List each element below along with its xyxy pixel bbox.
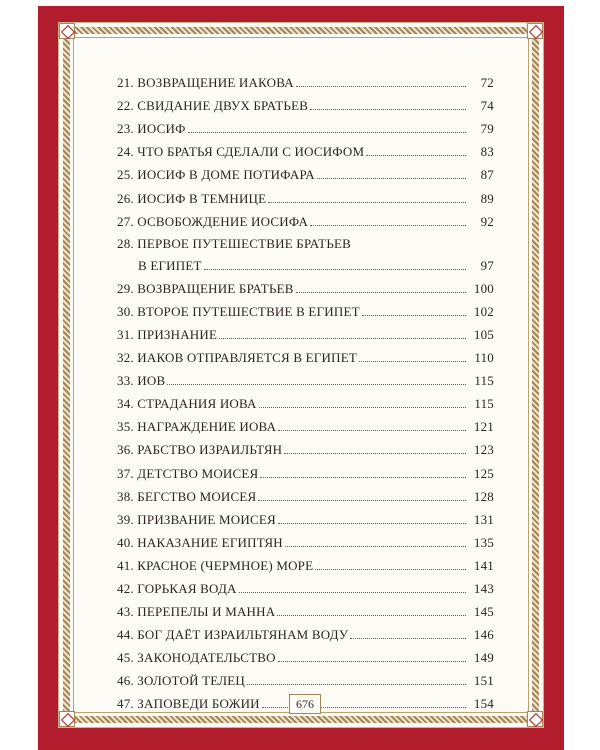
toc-entry-page: 154 [473, 696, 494, 712]
toc-entry-title: 45. ЗАКОНОДАТЕЛЬСТВО [117, 650, 276, 666]
dot-leader [278, 430, 466, 431]
toc-entry[interactable] [117, 574, 494, 597]
toc-entry-title: 46. ЗОЛОТОЙ ТЕЛЕЦ [117, 673, 246, 689]
toc-entry[interactable] [117, 389, 494, 412]
toc-entry-title: 32. ИАКОВ ОТПРАВЛЯЕТСЯ В ЕГИПЕТ [117, 350, 357, 366]
dot-leader [310, 109, 466, 110]
table-of-contents [117, 68, 494, 712]
toc-entry-page: 151 [473, 673, 494, 689]
dot-leader [167, 384, 466, 385]
toc-entry[interactable] [117, 643, 494, 666]
toc-entry-page: 97 [480, 257, 494, 273]
corner-ornament-icon [59, 23, 75, 39]
toc-entry[interactable] [117, 482, 494, 505]
toc-entry-title: 24. ЧТО БРАТЬЯ СДЕЛАЛИ С ИОСИФОМ [117, 144, 365, 160]
toc-entry-page: 143 [473, 580, 494, 596]
corner-ornament-icon [527, 23, 543, 39]
toc-entry-page: 145 [473, 604, 494, 620]
toc-entry[interactable] [117, 320, 494, 343]
toc-entry-title: 34. СТРАДАНИЯ ИОВА [117, 396, 257, 412]
toc-entry[interactable] [117, 114, 494, 137]
toc-entry-page: 87 [480, 167, 494, 183]
dot-leader [259, 407, 466, 408]
toc-entry-page: 115 [474, 373, 494, 389]
toc-entry[interactable] [117, 137, 494, 160]
dot-leader [219, 338, 466, 339]
toc-entry-title: 30. ВТОРОЕ ПУТЕШЕСТВИЕ В ЕГИПЕТ [117, 303, 360, 319]
toc-entry-page: 83 [480, 144, 494, 160]
toc-entry[interactable] [117, 366, 494, 389]
corner-ornament-icon [527, 711, 543, 727]
toc-entry-page: 141 [473, 557, 494, 573]
dot-leader [278, 523, 466, 524]
toc-entry-title: 35. НАГРАЖДЕНИЕ ИОВА [117, 419, 277, 435]
toc-entry[interactable] [117, 68, 494, 91]
toc-entry-page: 131 [473, 511, 494, 527]
dot-leader [366, 155, 466, 156]
toc-entry-title: 29. ВОЗВРАЩЕНИЕ БРАТЬЕВ [117, 280, 294, 296]
toc-entry-page: 123 [473, 442, 494, 458]
toc-entry-page: 74 [480, 98, 494, 114]
toc-entry-page: 79 [480, 121, 494, 137]
dot-leader [310, 225, 466, 226]
toc-entry[interactable] [117, 528, 494, 551]
dot-leader [296, 86, 466, 87]
dot-leader [278, 661, 466, 662]
toc-entry-page: 92 [480, 213, 494, 229]
toc-entry-title: 21. ВОЗВРАЩЕНИЕ ИАКОВА [117, 75, 294, 91]
toc-entry-title: 31. ПРИЗНАНИЕ [117, 326, 218, 342]
toc-entry[interactable] [117, 160, 494, 183]
dot-leader [350, 638, 466, 639]
toc-entry-title: 40. НАКАЗАНИЕ ЕГИПТЯН [117, 534, 283, 550]
corner-ornament-icon [59, 711, 75, 727]
dot-leader [247, 684, 466, 685]
toc-entry-title-continued: В ЕГИПЕТ [138, 257, 202, 273]
toc-entry-page: 135 [473, 534, 494, 550]
toc-entry-page: 89 [480, 190, 494, 206]
toc-entry-title: 26. ИОСИФ В ТЕМНИЦЕ [117, 190, 267, 206]
toc-entry-page: 110 [474, 350, 494, 366]
dot-leader [359, 361, 466, 362]
toc-entry[interactable] [117, 230, 494, 274]
toc-entry-title: 36. РАБСТВО ИЗРАИЛЬТЯН [117, 442, 283, 458]
toc-entry-page: 149 [473, 650, 494, 666]
toc-entry-page: 121 [473, 419, 494, 435]
toc-entry[interactable] [117, 505, 494, 528]
toc-entry-page: 146 [473, 627, 494, 643]
toc-entry[interactable] [117, 412, 494, 435]
toc-entry[interactable] [117, 207, 494, 230]
dot-leader [260, 477, 466, 478]
page-number: 676 [289, 694, 321, 714]
toc-entry-page: 72 [480, 75, 494, 91]
dot-leader [315, 569, 466, 570]
toc-entry-title: 38. БЕГСТВО МОИСЕЯ [117, 488, 257, 504]
toc-entry-title: 33. ИОВ [117, 373, 166, 389]
dot-leader [268, 202, 466, 203]
toc-entry-title: 27. ОСВОБОЖДЕНИЕ ИОСИФА [117, 213, 309, 229]
toc-entry-title: 25. ИОСИФ В ДОМЕ ПОТИФАРА [117, 167, 315, 183]
dot-leader [284, 453, 466, 454]
toc-entry[interactable] [117, 91, 494, 114]
toc-entry-title: 47. ЗАПОВЕДИ БОЖИИ [117, 696, 260, 712]
toc-entry-title: 44. БОГ ДАЁТ ИЗРАИЛЬТЯНАМ ВОДУ [117, 627, 349, 643]
dot-leader [285, 546, 466, 547]
toc-entry[interactable] [117, 620, 494, 643]
toc-entry[interactable] [117, 297, 494, 320]
toc-entry-title: 28. ПЕРВОЕ ПУТЕШЕСТВИЕ БРАТЬЕВ [117, 235, 351, 251]
toc-entry-page: 102 [473, 303, 494, 319]
toc-entry-page: 115 [474, 396, 494, 412]
toc-entry[interactable] [117, 458, 494, 481]
toc-entry-title: 39. ПРИЗВАНИЕ МОИСЕЯ [117, 511, 276, 527]
dot-leader [239, 592, 466, 593]
toc-entry-page: 100 [473, 280, 494, 296]
toc-entry-page: 105 [473, 326, 494, 342]
toc-entry[interactable] [117, 666, 494, 689]
dot-leader [317, 178, 466, 179]
dot-leader [204, 269, 466, 270]
toc-entry-title: 22. СВИДАНИЕ ДВУХ БРАТЬЕВ [117, 98, 309, 114]
toc-entry[interactable] [117, 551, 494, 574]
toc-entry-title: 42. ГОРЬКАЯ ВОДА [117, 580, 237, 596]
toc-entry[interactable] [117, 183, 494, 206]
dot-leader [362, 315, 466, 316]
toc-entry-page: 128 [473, 488, 494, 504]
dot-leader [277, 615, 466, 616]
toc-entry[interactable] [117, 274, 494, 297]
toc-entry[interactable] [117, 343, 494, 366]
toc-entry-title: 41. КРАСНОЕ (ЧЕРМНОЕ) МОРЕ [117, 557, 314, 573]
dot-leader [188, 132, 466, 133]
toc-entry[interactable] [117, 597, 494, 620]
toc-entry-title: 43. ПЕРЕПЕЛЫ И МАННА [117, 604, 276, 620]
toc-entry-title: 23. ИОСИФ [117, 121, 186, 137]
toc-entry[interactable] [117, 435, 494, 458]
dot-leader [258, 500, 466, 501]
dot-leader [296, 292, 466, 293]
toc-entry-page: 125 [473, 465, 494, 481]
toc-entry-title: 37. ДЕТСТВО МОИСЕЯ [117, 465, 259, 481]
